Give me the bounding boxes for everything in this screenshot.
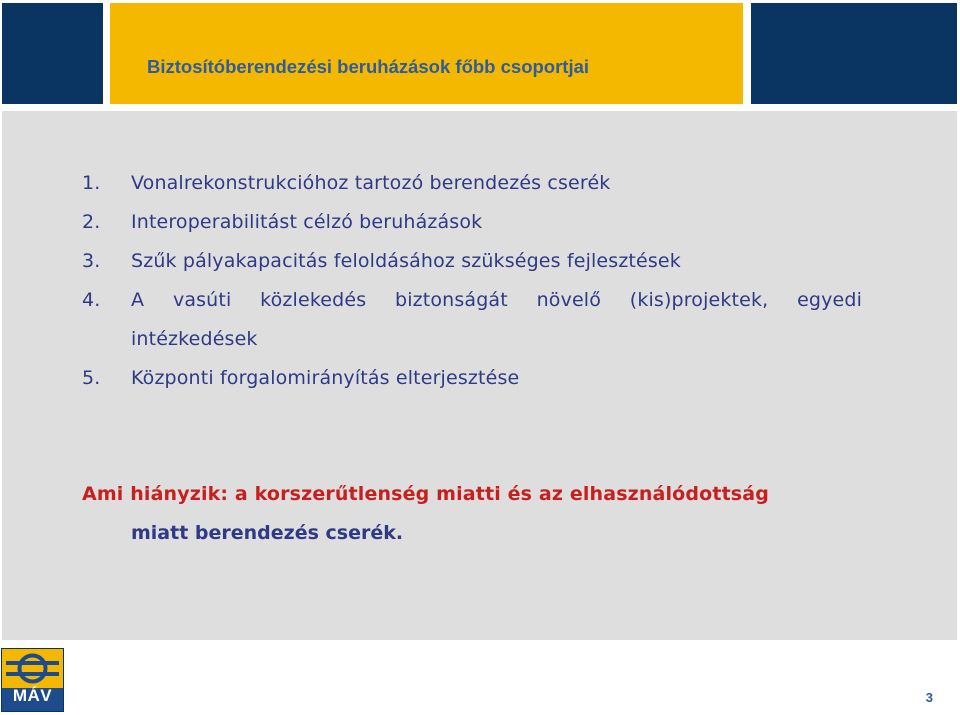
missing-statement-line1 [82, 483, 769, 505]
list-item-text: A vasúti közlekedés biztonságát növelő (kis)projektek, egyedi [131, 289, 862, 311]
missing-statement-text: Ami hiányzik: a korszerűtlenség miatti és az elhasználódottság [82, 483, 769, 505]
list-item-text: Szűk pályakapacitás feloldásához szükséges fejlesztések [131, 250, 681, 272]
list-item-text: Vonalrekonstrukcióhoz tartozó berendezés cserék [131, 172, 611, 194]
header-title-bar [110, 3, 743, 104]
list-item-number: 3. [82, 250, 101, 272]
list-item-text: Interoperabilitást célzó beruházások [131, 211, 483, 233]
list-item-number: 1. [82, 172, 101, 194]
rail-emblem-icon [2, 649, 63, 688]
list-item-number: 2. [82, 211, 101, 233]
mav-logo [1, 648, 64, 712]
list-item-number: 5. [82, 367, 101, 389]
logo-text: MÁV [12, 686, 53, 705]
list-item-text-continued: intézkedések [131, 328, 258, 350]
header-right-block [751, 3, 957, 104]
list-item-number: 4. [82, 289, 101, 311]
page-number: 3 [925, 690, 933, 705]
logo-emblem-background [2, 649, 63, 688]
list-item-text: Központi forgalomirányítás elterjesztése [131, 367, 520, 389]
slide-title: Biztosítóberendezési beruházások főbb csoportjai [147, 56, 590, 77]
missing-statement-line2: miatt berendezés cserék. [131, 522, 404, 544]
header-left-block [2, 3, 103, 104]
content-panel [2, 111, 957, 640]
